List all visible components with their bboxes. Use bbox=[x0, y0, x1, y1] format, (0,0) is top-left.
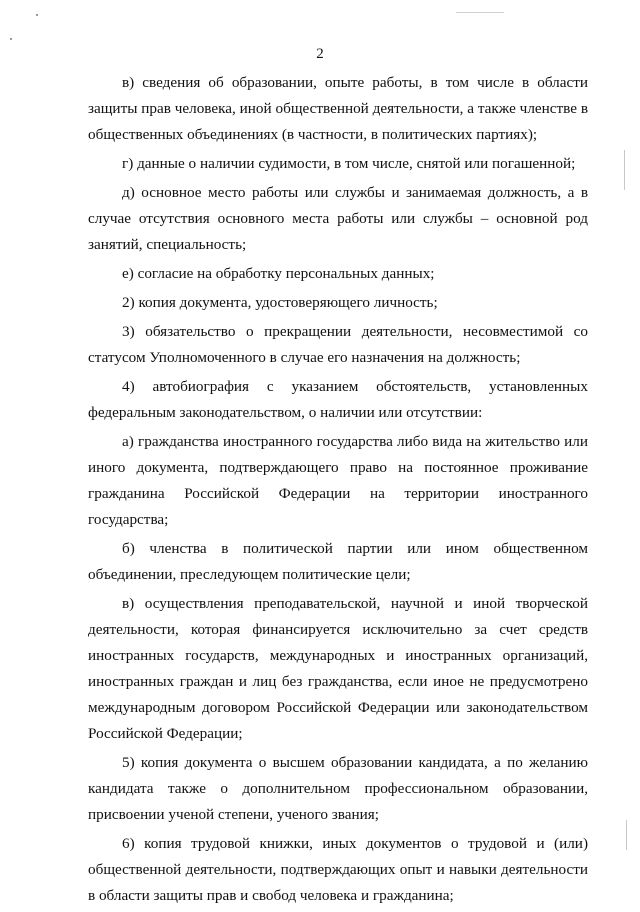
scan-speck-left bbox=[10, 38, 12, 40]
paragraph-item-4-autobiography: 4) автобиография с указанием обстоятельств, установленных федеральным законодательством, о наличии или отсутствии: bbox=[88, 378, 588, 421]
scan-edge-right-2 bbox=[626, 820, 627, 850]
paragraph-subitem-b-party-membership: б) членства в политической партии или ином общественном объединении, преследующем политические цели; bbox=[88, 540, 588, 583]
scan-speck-top-left bbox=[36, 14, 38, 16]
paragraph-item-g-criminal-record: г) данные о наличии судимости, в том числе, снятой или погашенной; bbox=[122, 155, 576, 172]
paragraph-item-6-employment-record: 6) копия трудовой книжки, иных документов о трудовой и (или) общественной деятельности, подтверждающих опыт и навыки деятельности в области защиты прав и свобод человека и гражданина; bbox=[88, 835, 588, 904]
scan-edge-right-1 bbox=[624, 150, 625, 190]
paragraph-item-d-workplace: д) основное место работы или службы и занимаемая должность, а в случае отсутствия основного места работы или службы – основной род занятий, специальность; bbox=[88, 184, 588, 253]
paragraph-item-e-consent: е) согласие на обработку персональных данных; bbox=[122, 265, 435, 282]
paragraph-subitem-v-foreign-funding: в) осуществления преподавательской, научной и иной творческой деятельности, которая финансируется исключительно за счет средств иностранных государств, международных и иностранных организаций, иностранных граждан и лиц без гражданства, если иное не предусмотрено международным договором Российской Федерации или законодательством Российской Федерации; bbox=[88, 595, 588, 742]
page-number: 2 bbox=[316, 46, 324, 62]
paragraph-item-v-education: в) сведения об образовании, опыте работы, в том числе в области защиты прав человека, иной общественной деятельности, а также членстве в общественных объединениях (в частности, в политических партиях); bbox=[88, 74, 588, 143]
paragraph-item-2-identity-document: 2) копия документа, удостоверяющего личность; bbox=[122, 294, 438, 311]
paragraph-subitem-a-citizenship: а) гражданства иностранного государства либо вида на жительство или иного документа, подтверждающего право на постоянное проживание гражданина Российской Федерации на территории иностранного государства; bbox=[88, 433, 588, 528]
paragraph-item-5-education-copy: 5) копия документа о высшем образовании кандидата, а по желанию кандидата также о дополнительном профессиональном образовании, присвоении ученой степени, ученого звания; bbox=[88, 754, 588, 823]
scan-dots-top bbox=[456, 12, 504, 13]
paragraph-item-3-obligation: 3) обязательство о прекращении деятельности, несовместимой со статусом Уполномоченного в случае его назначения на должность; bbox=[88, 323, 588, 366]
document-body bbox=[88, 70, 588, 912]
